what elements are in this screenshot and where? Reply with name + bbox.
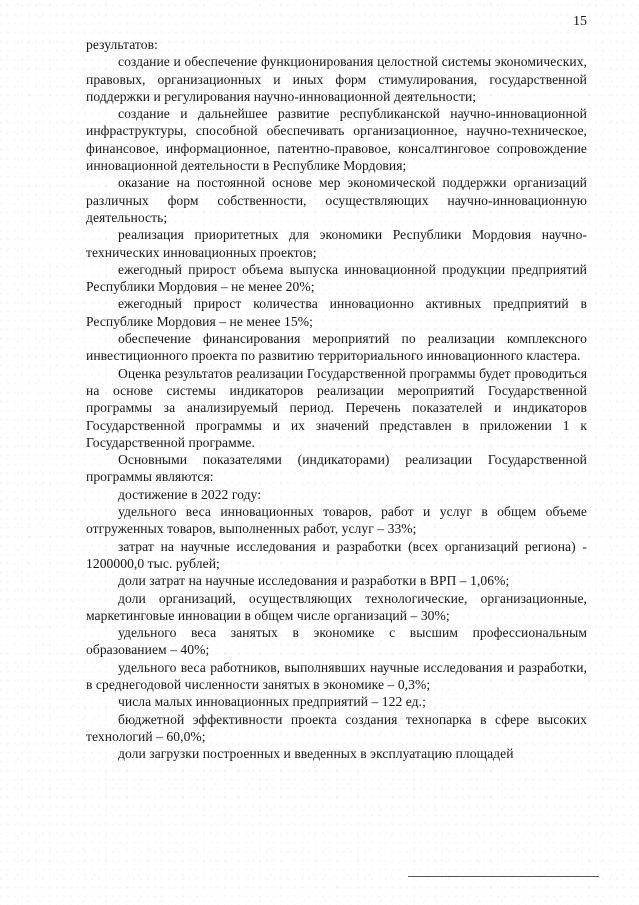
paragraph: удельного веса инновационных товаров, работ и услуг в общем объеме отгруженных товаров, выполненных работ, услуг – 33%;: [86, 504, 587, 537]
paragraph: обеспечение финансирования мероприятий по реализации комплексного инвестиционного проекта по развитию территориального инновационного кластера.: [86, 331, 587, 364]
paragraph: ежегодный прирост объема выпуска инновационной продукции предприятий Республики Мордовия – не менее 20%;: [86, 261, 587, 295]
page-number: 15: [573, 14, 587, 29]
paragraph: Оценка результатов реализации Государственной программы будет проводиться на основе системы индикаторов реализации мероприятий Государственной программы за анализируемый период. Перечень показателей и индикаторов Государственной программы и их значений представлен в приложении 1 к Государственной программе.: [86, 365, 587, 450]
paragraph: оказание на постоянной основе мер экономической поддержки организаций различных форм собственности, осуществляющих научно-инновационную деятельность;: [86, 175, 587, 225]
paragraph: реализация приоритетных для экономики Республики Мордовия научно-технических инновационных проектов;: [86, 227, 587, 260]
paragraph: результатов:: [86, 37, 158, 52]
paragraph: удельного веса занятых в экономике с высшим профессиональным образованием – 40%;: [86, 625, 587, 658]
paragraph: доли организаций, осуществляющих технологические, организационные, маркетинговые инновации в общем числе организаций – 30%;: [86, 590, 587, 623]
paragraph: создание и дальнейшее развитие республиканской научно-инновационной инфраструктуры, способной обеспечивать организационное, научно-техническое, финансовое, информационное, патентно-правовое, консалтинговое сопровождение инновационной деятельности в Республике Мордовия;: [86, 106, 587, 174]
paragraph: числа малых инновационных предприятий – 122 ед.;: [118, 694, 426, 710]
footer-rule: [408, 876, 599, 877]
paragraph: доли затрат на научные исследования и разработки в ВРП – 1,06%;: [118, 573, 510, 589]
paragraph: доли загрузки построенных и введенных в эксплуатацию площадей: [118, 746, 514, 762]
paragraph: затрат на научные исследования и разработки (всех организаций региона) - 1200000,0 тыс. рублей;: [86, 538, 587, 571]
paragraph: ежегодный прирост количества инновационно активных предприятий в Республике Мордовия – не менее 15%;: [86, 296, 587, 329]
paragraph: бюджетной эффективности проекта создания технопарка в сфере высоких технологий – 60,0%;: [86, 711, 587, 744]
paragraph: удельного веса работников, выполнявших научные исследования и разработки, в среднегодовой численности занятых в экономике – 0,3%;: [86, 659, 587, 692]
paragraph: создание и обеспечение функционирования целостной системы экономических, правовых, организационных и иных форм стимулирования, государственной поддержки и регулирования научно-инновационной деятельности;: [86, 54, 587, 104]
body-text: [86, 36, 587, 762]
paragraph: достижение в 2022 году:: [118, 486, 262, 502]
paragraph: Основными показателями (индикаторами) реализации Государственной программы являются:: [86, 452, 587, 485]
